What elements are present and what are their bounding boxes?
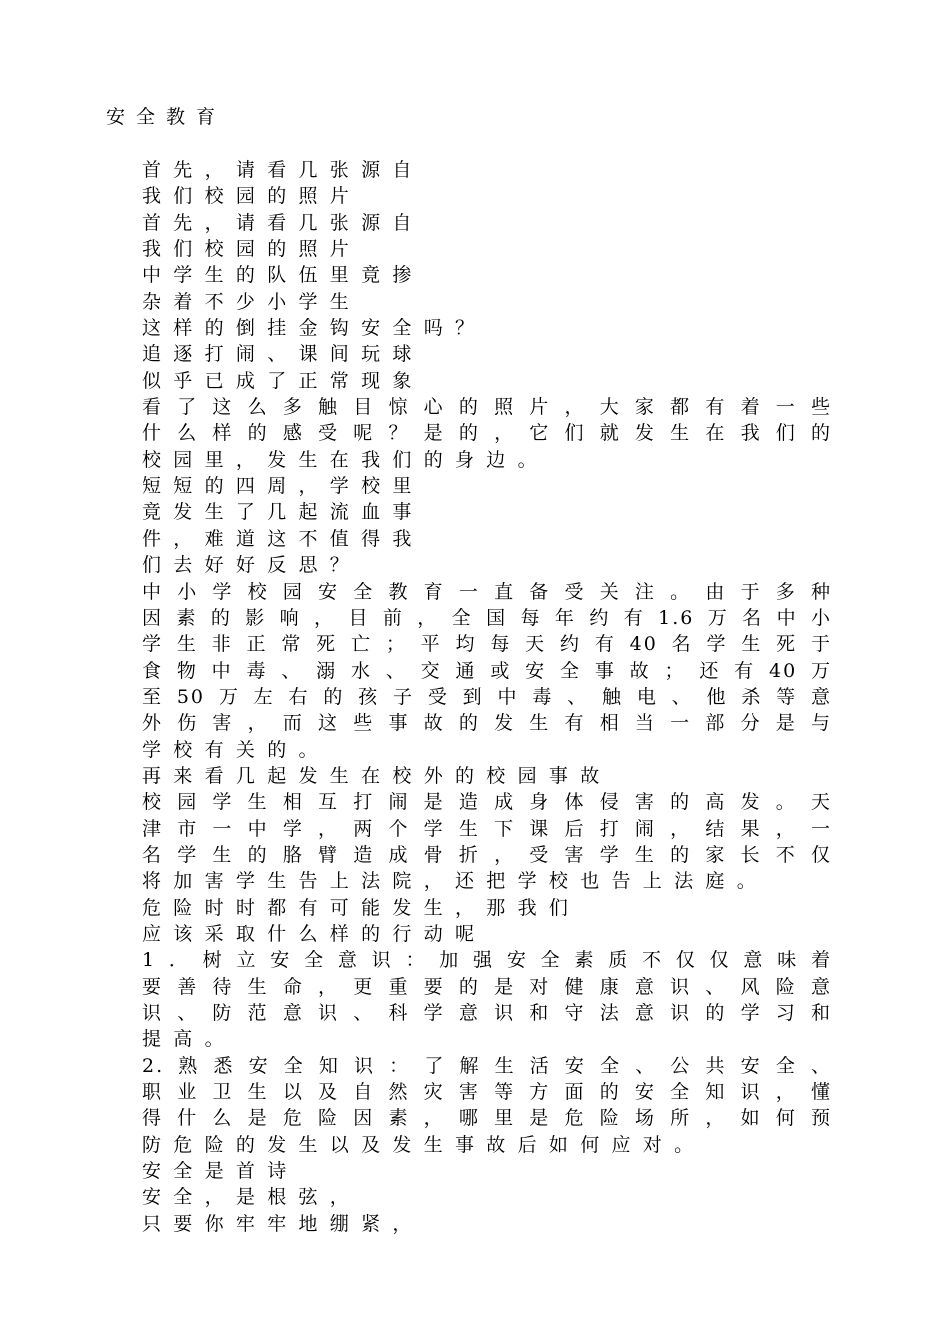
body-line: 我们校园的照片 [142,238,362,261]
body-line: 中学生的队伍里竟掺 [142,264,424,287]
body-line: 们去好好反思？ [142,554,362,577]
body-line: 校园学生相互打闹是造成身体侵害的高发。天 [142,791,832,814]
body-line: 杂着不少小学生 [142,290,362,313]
body-line: 2.熟悉安全知识：了解生活安全、公共安全、 [142,1054,832,1077]
body-line: 似乎已成了正常现象 [142,369,424,392]
document-title: 安全教育 [106,106,227,128]
body-line: 首先，请看几张源自 [142,159,424,181]
body-line: 首先，请看几张源自 [142,211,424,234]
body-line: 危险时时都有可能发生，那我们 [142,896,581,919]
body-line: 竟发生了几起流血事 [142,501,424,524]
body-line: 件，难道这不值得我 [142,527,424,550]
body-line: 职业卫生以及自然灾害等方面的安全知识，懂 [142,1081,832,1104]
body-line: 校园里，发生在我们的身边。 [142,448,549,471]
body-line: 提高。 [142,1028,236,1051]
body-line: 识、防范意识、科学意识和守法意识的学习和 [142,1002,832,1024]
body-line: 学校有关的。 [142,738,330,761]
body-line: 1．树立安全意识：加强安全素质不仅仅意味着 [142,949,832,972]
body-line: 因素的影响，目前，全国每年约有1.6万名中小 [142,606,832,629]
body-line: 再来看几起发生在校外的校园事故 [142,764,612,787]
body-line: 我们校园的照片 [142,185,362,208]
body-line: 防危险的发生以及发生事故后如何应对。 [142,1133,706,1156]
body-line: 将加害学生告上法院，还把学校也告上法庭。 [142,870,769,893]
body-line: 食物中毒、溺水、交通或安全事故；还有40万 [142,659,832,682]
body-line: 外伤害，而这些事故的发生有相当一部分是与 [142,712,832,735]
body-line: 津市一中学，两个学生下课后打闹，结果，一 [142,817,832,840]
body-line: 中小学校园安全教育一直备受关注。由于多种 [142,580,832,603]
body-line: 什么样的感受呢？是的，它们就发生在我们的 [142,422,832,445]
body-line: 要善待生命，更重要的是对健康意识、风险意 [142,975,832,998]
body-line: 安全，是根弦， [142,1186,362,1209]
body-line: 学生非正常死亡；平均每天约有40名学生死于 [142,633,832,656]
document-body [142,157,832,1237]
body-line: 至50万左右的孩子受到中毒、触电、他杀等意 [142,685,832,708]
body-line: 短短的四周，学校里 [142,475,424,498]
body-line: 只要你牢牢地绷紧， [142,1212,424,1235]
body-line: 得什么是危险因素，哪里是危险场所，如何预 [142,1107,832,1130]
body-line: 看了这么多触目惊心的照片，大家都有着一些 [142,396,832,419]
body-line: 追逐打闹、课间玩球 [142,343,424,366]
body-line: 这样的倒挂金钩安全吗？ [142,317,487,340]
body-line: 应该采取什么样的行动呢 [142,922,487,945]
body-line: 名学生的胳臂造成骨折，受害学生的家长不仅 [142,843,832,866]
body-line: 安全是首诗 [142,1160,299,1183]
